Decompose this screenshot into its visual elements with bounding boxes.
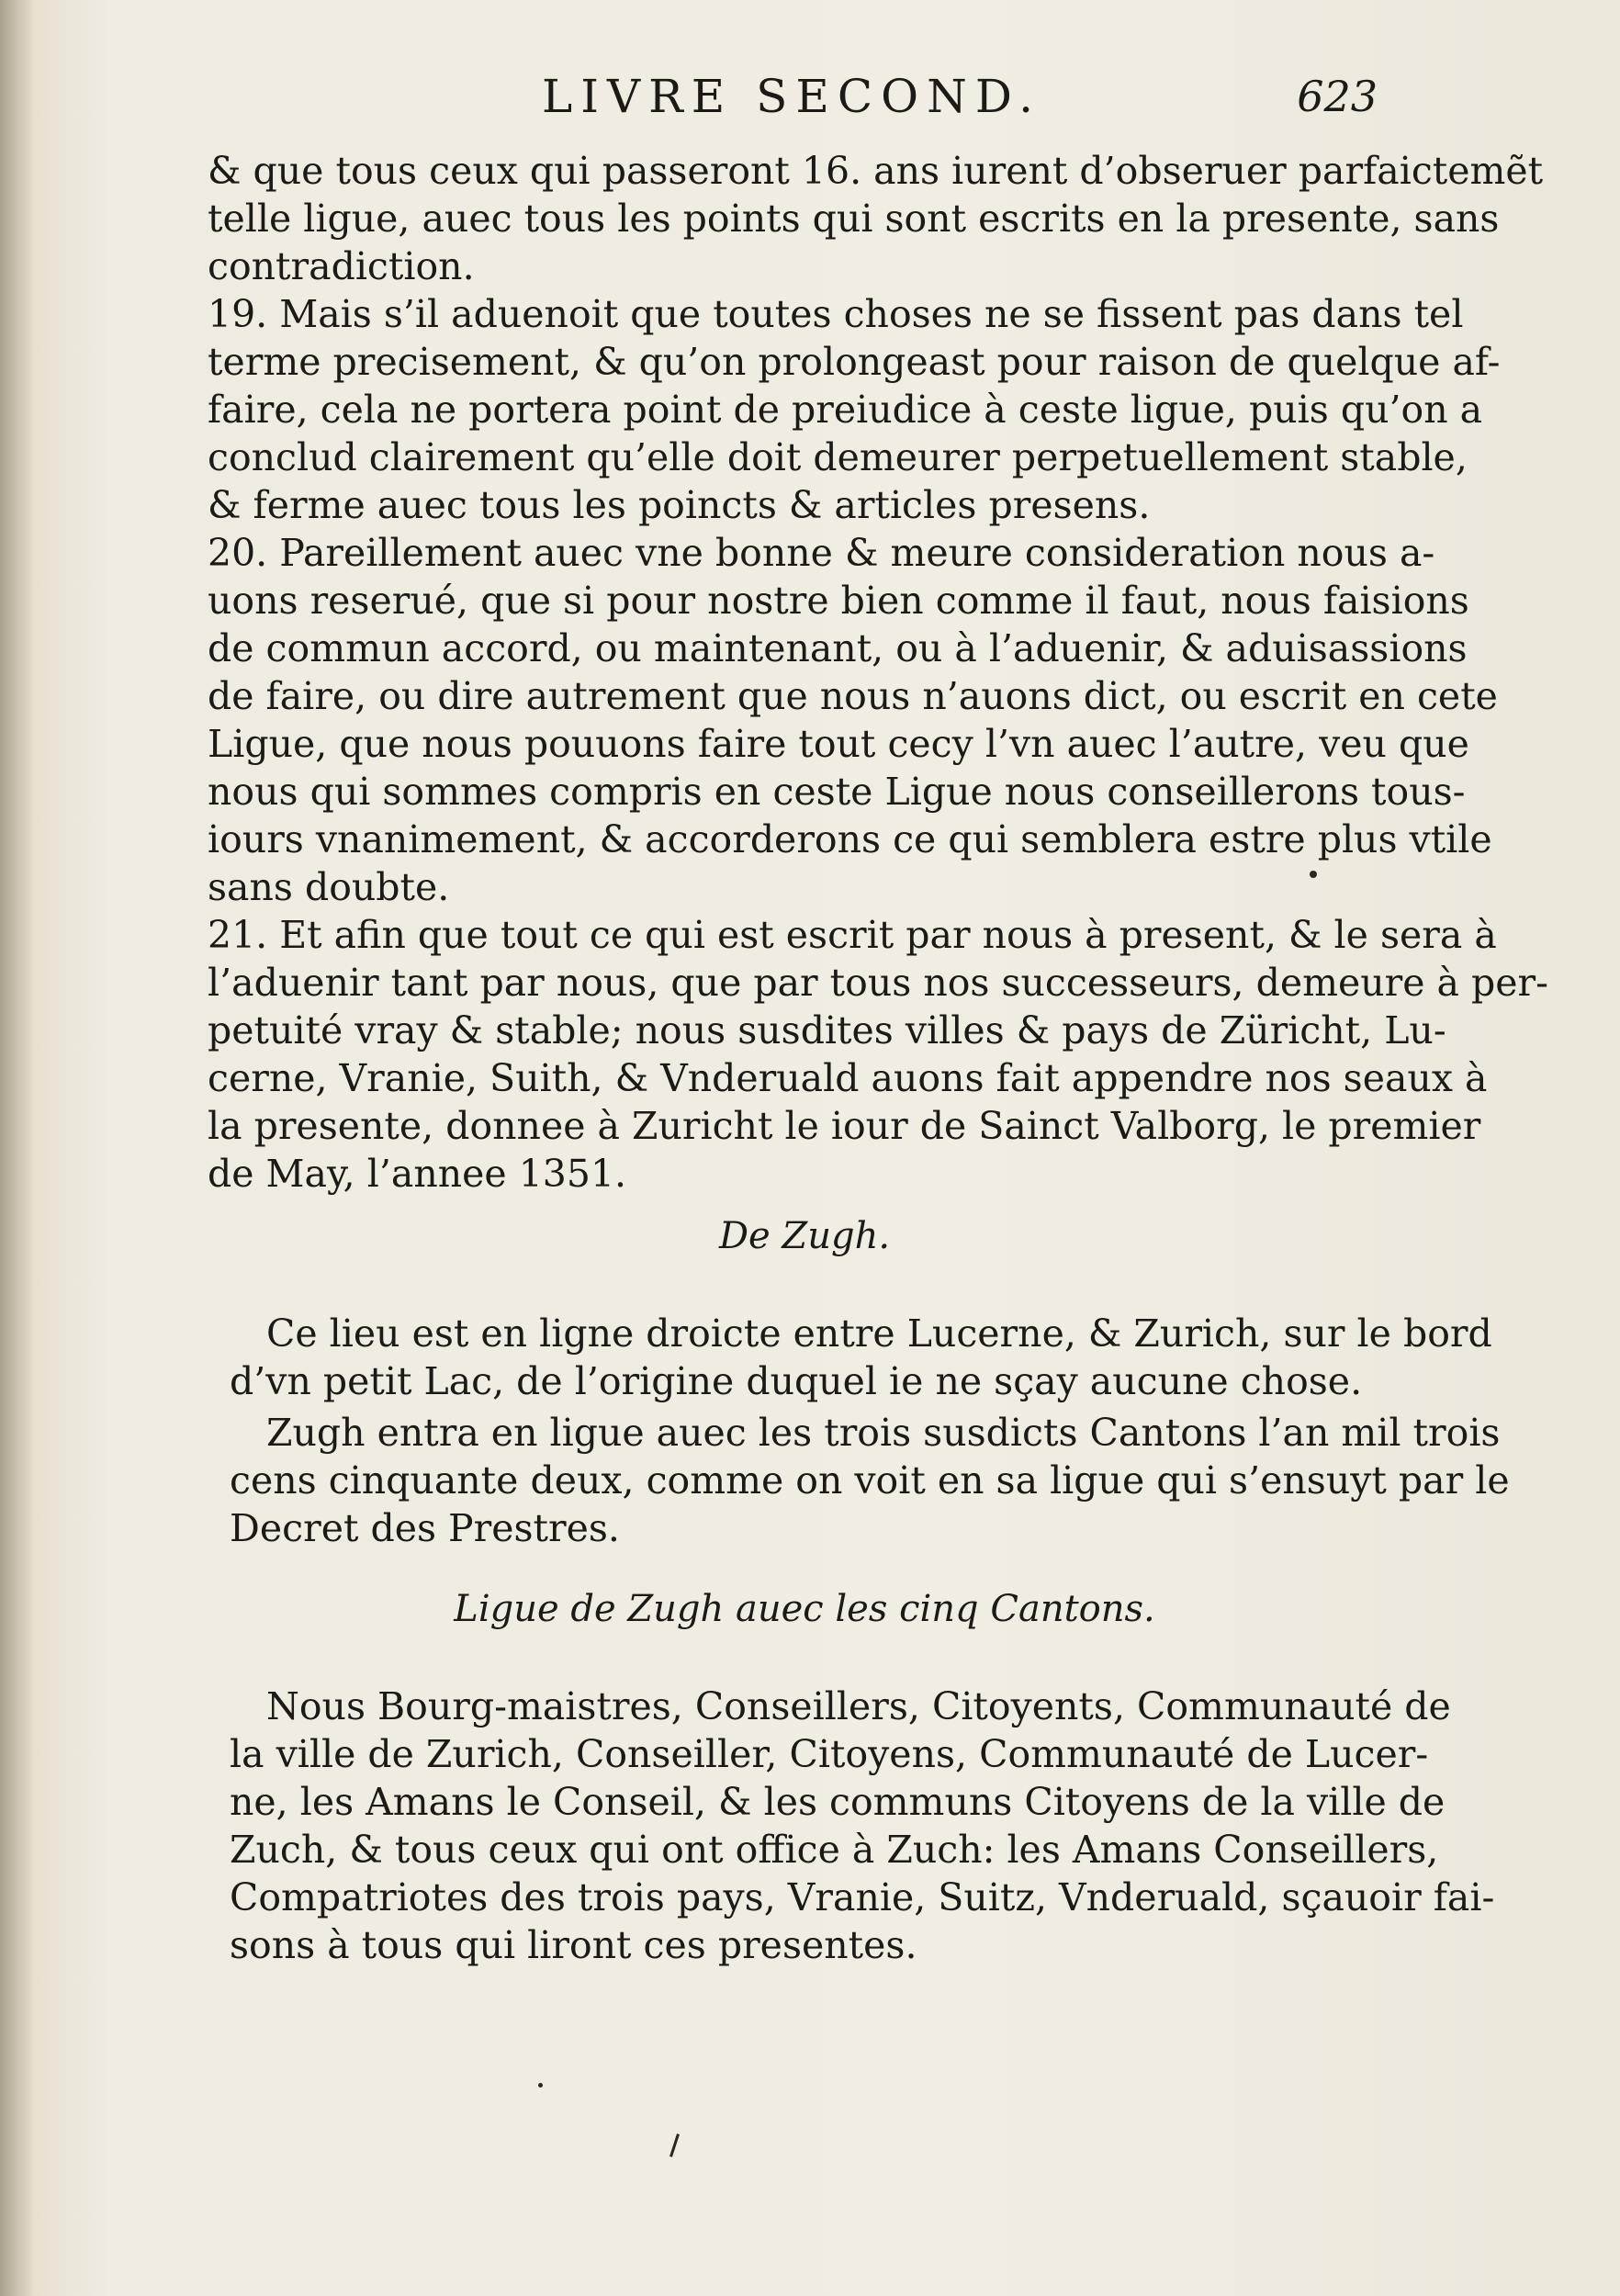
text-line: uons reserué, que si pour nostre bien comme il faut, nous faisions <box>208 579 1469 623</box>
text-line: ne, les Amans le Conseil, & les communs Citoyens de la ville de <box>230 1780 1446 1824</box>
section-heading-de-zugh: De Zugh. <box>718 1215 891 1257</box>
text-line: sons à tous qui liront ces presentes. <box>230 1923 917 1967</box>
text-line: conclud clairement qu’elle doit demeurer perpetuellement stable, <box>208 435 1468 479</box>
text-line: Decret des Prestres. <box>230 1506 620 1550</box>
text-line: Zugh entra en ligue auec les trois susdicts Cantons l’an mil trois <box>266 1411 1501 1455</box>
ink-stroke <box>669 2133 680 2157</box>
text-line: 19. Mais s’il aduenoit que toutes choses ne se fissent pas dans tel <box>208 292 1464 336</box>
text-line: sans doubte. <box>208 865 450 909</box>
text-line: la presente, donnee à Zuricht le iour de Sainct Valborg, le premier <box>208 1104 1481 1148</box>
text-line: de May, l’annee 1351. <box>208 1152 627 1196</box>
text-line: iours vnanimement, & accorderons ce qui semblera estre plus vtile <box>208 817 1492 861</box>
text-line: Nous Bourg-maistres, Conseillers, Citoyents, Communauté de <box>266 1684 1451 1728</box>
text-line: contradiction. <box>208 244 475 288</box>
text-line: Ligue, que nous pouuons faire tout cecy l’vn auec l’autre, veu que <box>208 722 1469 766</box>
text-line: nous qui sommes compris en ceste Ligue nous conseillerons tous- <box>208 770 1466 814</box>
text-line: Compatriotes des trois pays, Vranie, Suitz, Vnderuald, sçauoir fai- <box>230 1875 1495 1919</box>
page-gutter-shadow <box>0 0 33 2296</box>
running-title: LIVRE SECOND. <box>542 70 1042 123</box>
text-line: 21. Et afin que tout ce qui est escrit par nous à present, & le sera à <box>208 913 1497 957</box>
text-line: & ferme auec tous les poincts & articles presens. <box>208 483 1151 527</box>
text-line: Ce lieu est en ligne droicte entre Lucerne, & Zurich, sur le bord <box>266 1311 1492 1356</box>
text-line: d’vn petit Lac, de l’origine duquel ie ne sçay aucune chose. <box>230 1359 1363 1403</box>
text-line: & que tous ceux qui passeront 16. ans iurent d’obseruer parfaictemẽt <box>208 149 1544 193</box>
text-line: l’aduenir tant par nous, que par tous nos successeurs, demeure à per- <box>208 961 1548 1005</box>
text-line: Zuch, & tous ceux qui ont office à Zuch: les Amans Conseillers, <box>230 1828 1439 1872</box>
ink-speck <box>538 2083 543 2088</box>
text-line: de commun accord, ou maintenant, ou à l’aduenir, & aduisassions <box>208 626 1468 670</box>
ink-speck <box>1310 871 1317 878</box>
section-heading-ligue-de-zugh: Ligue de Zugh auec les cinq Cantons. <box>454 1588 1155 1630</box>
text-line: cerne, Vranie, Suith, & Vnderuald auons fait appendre nos seaux à <box>208 1056 1488 1100</box>
text-line: 20. Pareillement auec vne bonne & meure consideration nous a- <box>208 531 1435 575</box>
text-line: faire, cela ne portera point de preiudice à ceste ligue, puis qu’on a <box>208 388 1483 432</box>
text-line: de faire, ou dire autrement que nous n’auons dict, ou escrit en cete <box>208 674 1498 718</box>
text-line: cens cinquante deux, comme on voit en sa ligue qui s’ensuyt par le <box>230 1458 1510 1503</box>
page-header <box>211 64 1414 129</box>
text-line: la ville de Zurich, Conseiller, Citoyens, Communauté de Lucer- <box>230 1732 1429 1776</box>
page-number: 623 <box>1297 72 1378 121</box>
text-line: telle ligue, auec tous les points qui sont escrits en la presente, sans <box>208 197 1500 241</box>
text-line: terme precisement, & qu’on prolongeast pour raison de quelque af- <box>208 340 1501 384</box>
text-line: petuité vray & stable; nous susdites villes & pays de Züricht, Lu- <box>208 1008 1446 1052</box>
